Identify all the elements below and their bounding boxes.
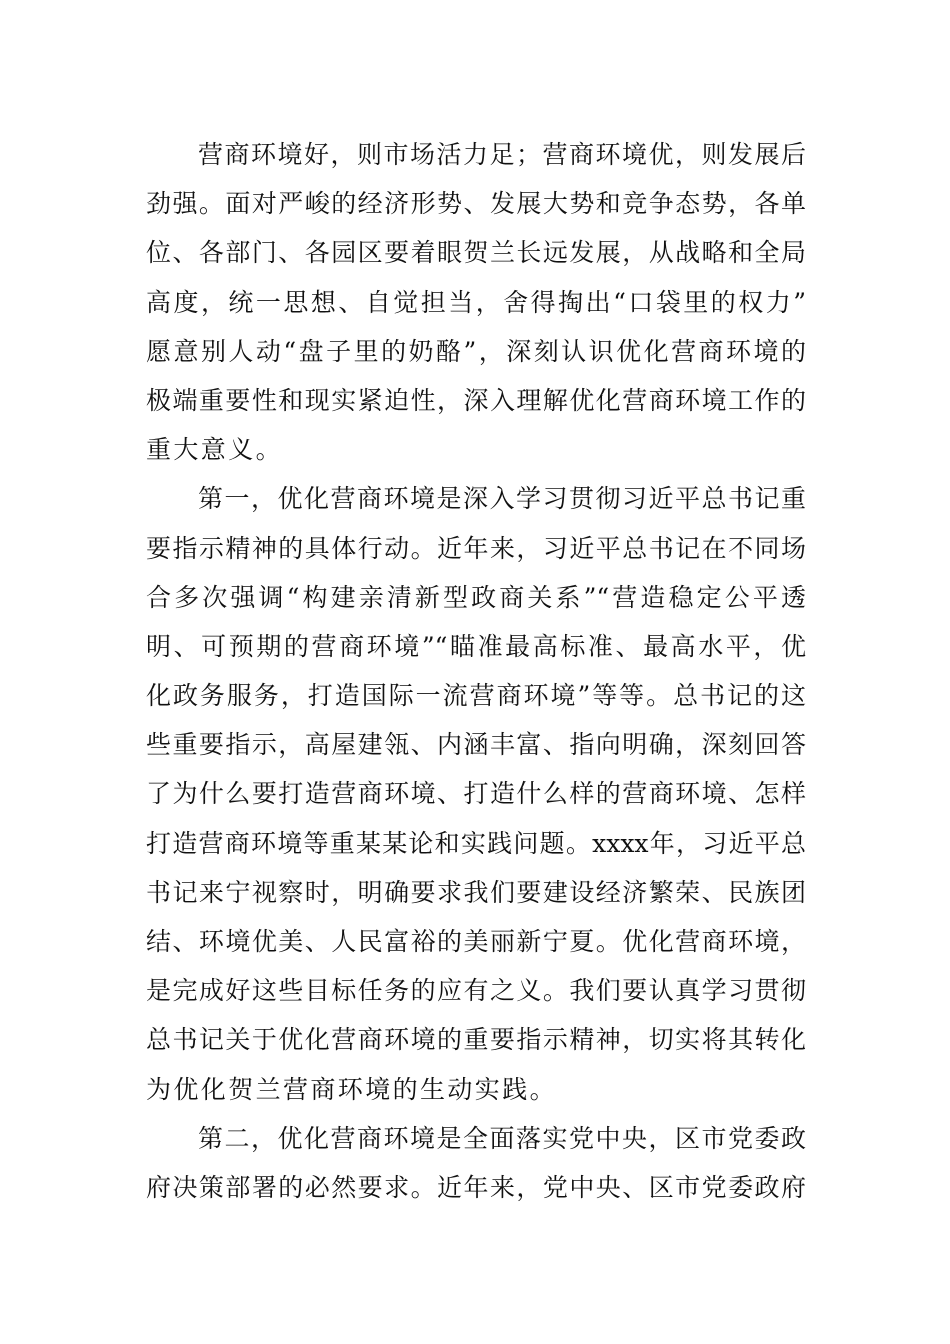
text-line: 第一，优化营商环境是深入学习贯彻习近平总书记重 <box>198 484 806 514</box>
text-line: 重大意义。 <box>146 435 284 465</box>
text-line: 极端重要性和现实紧迫性，深入理解优化营商环境工作的 <box>146 385 806 415</box>
text-line: 府决策部署的必然要求。近年来，党中央、区市党委政府 <box>146 1172 806 1202</box>
text-line: 为优化贺兰营商环境的生动实践。 <box>146 1074 558 1104</box>
text-line: 高度，统一思想、自觉担当，舍得掏出“口袋里的权力” <box>146 287 806 317</box>
text-line: 要指示精神的具体行动。近年来，习近平总书记在不同场 <box>146 533 806 563</box>
paragraph-point-two <box>146 1114 806 1212</box>
text-line: 些重要指示，高屋建瓴、内涵丰富、指向明确，深刻回答 <box>146 730 806 760</box>
text-line: 书记来宁视察时，明确要求我们要建设经济繁荣、民族团 <box>146 877 806 907</box>
text-line: 愿意别人动“盘子里的奶酪”，深刻认识优化营商环境的 <box>146 336 806 366</box>
text-line: 劲强。面对严峻的经济形势、发展大势和竞争态势，各单 <box>146 189 806 219</box>
text-line: 是完成好这些目标任务的应有之义。我们要认真学习贯彻 <box>146 976 806 1006</box>
paragraph-point-one <box>146 474 806 1113</box>
document-body <box>146 130 806 1212</box>
text-line: 第二，优化营商环境是全面落实党中央，区市党委政 <box>198 1123 806 1153</box>
text-line: 打造营商环境等重某某论和实践问题。xxxx年，习近平总 <box>146 828 806 858</box>
text-line: 总书记关于优化营商环境的重要指示精神，切实将其转化 <box>146 1025 806 1055</box>
text-line: 合多次强调“构建亲清新型政商关系”“营造稳定公平透 <box>146 582 806 612</box>
paragraph-business-environment-intro <box>146 130 806 474</box>
text-line: 营商环境好，则市场活力足；营商环境优，则发展后 <box>198 140 806 169</box>
text-line: 明、可预期的营商环境”“瞄准最高标准、最高水平，优 <box>146 631 806 661</box>
text-line: 化政务服务，打造国际一流营商环境”等等。总书记的这 <box>146 681 806 711</box>
text-line: 了为什么要打造营商环境、打造什么样的营商环境、怎样 <box>146 779 806 809</box>
text-line: 结、环境优美、人民富裕的美丽新宁夏。优化营商环境， <box>146 927 806 956</box>
text-line: 位、各部门、各园区要着眼贺兰长远发展，从战略和全局 <box>146 238 806 268</box>
